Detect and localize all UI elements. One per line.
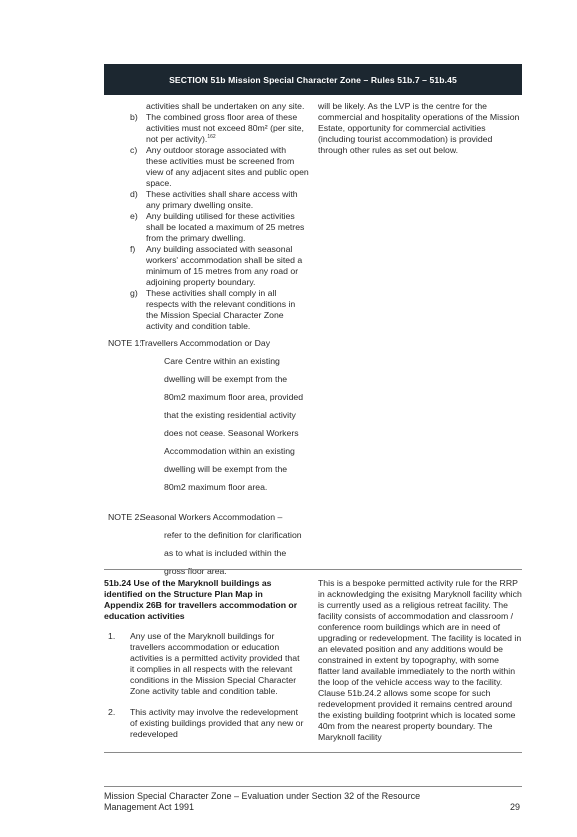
section-header-title: SECTION 51b Mission Special Character Zone – Rules 51b.7 – 51b.45 [169,74,457,85]
list-text: Any use of the Maryknoll buildings for travellers accommodation or education activities is a permitted activity provided that it complies in all respects with the relevant conditions in the Mission Special Character Zone activity table and condition table. [130,631,300,696]
note-body: refer to the definition for clarification as to what is included within the gross floor area. [164,530,302,576]
list-text: These activities shall comply in all respects with the relevant conditions in the Mission Special Character Zone activity and condition table. [146,288,296,331]
note-first-line: Seasonal Workers Accommodation – [140,512,283,522]
rule-item-2 [104,707,304,740]
footer-rule [104,786,522,787]
footnote-ref: 162 [207,134,216,141]
list-label: b) [130,112,138,122]
list-label: c) [130,145,138,155]
list-item-g [104,288,309,332]
note-first-line: Travellers Accommodation or Day [140,338,271,348]
right-column-top [318,101,522,156]
rule-item-1 [104,631,304,697]
list-item-d [104,189,309,211]
list-text: Any outdoor storage associated with these activities must be screened from view of any adjacent sites and public open space. [146,145,309,188]
table-bottom-rule [104,752,522,753]
right-column-bottom [318,578,522,743]
section-header [104,64,522,95]
list-label: d) [130,189,138,199]
left-column-bottom [104,578,304,750]
list-item-b [104,112,309,145]
continuation-text: activities shall be undertaken on any site. [146,101,305,111]
list-label: 1. [108,631,116,641]
list-label: g) [130,288,138,298]
note-body: Care Centre within an existing dwelling will be exempt from the 80m2 maximum floor area, provided that the existing residential activity does not cease. Seasonal Workers Accommodation within an existing dwelling will be exempt from the 80m2 maximum floor area. [164,356,304,492]
section-divider [104,569,522,570]
left-column-top [104,101,309,580]
list-label: 2. [108,707,116,717]
explanation-text: This is a bespoke permitted activity rule for the RRP in acknowledging the exisitng Maryknoll facility which is currently used as a religious retreat facility. The facility consists of accommodation and classroom / conference room buildings which are in need of upgrading or redevelopment. The facility is located in an elevated position and any additions would be constrained in extent by topography, with some flatter land available immediately to the north within the loop of the vehicle access way to the facility. Clause 51b.24.2 allows some scope for such redevelopment provided it remains centred around the existing building footprint which is located some 40m from the nearest property boundary. The Maryknoll facility [318,578,522,742]
list-text: The combined gross floor area of these activities must not exceed 80m² (per site, not per activity). [146,112,304,144]
list-text: Any building associated with seasonal workers' accommodation shall be sited a minimum of 15 metres from any road or adjoining property boundary. [146,244,303,287]
list-text: These activities shall share access with any primary dwelling onsite. [146,189,298,210]
list-item-e [104,211,309,244]
list-item-f [104,244,309,288]
page-number: 29 [509,802,520,812]
list-label: f) [130,244,136,254]
note-1 [104,334,309,496]
list-text: This activity may involve the redevelopment of existing buildings provided that any new or redeveloped [130,707,304,739]
note-label: NOTE 2: [108,512,142,522]
footer-text: Mission Special Character Zone – Evaluation under Section 32 of the Resource Management Act 1991 [104,791,421,812]
note-label: NOTE 1: [108,338,142,348]
explanation-text: will be likely. As the LVP is the centre for the commercial and hospitality operations of the Mission Estate, opportunity for commercial activities (including tourist accommodation) is provided through other rules as set out below. [318,101,520,155]
list-text: Any building utilised for these activities shall be located a maximum of 25 metres from the primary dwelling. [146,211,305,243]
list-item-c [104,145,309,189]
rule-heading: 51b.24 Use of the Maryknoll buildings as identified on the Structure Plan Map in Appendix 26B for travellers accommodation or education activities [104,578,298,621]
list-label: e) [130,211,138,221]
